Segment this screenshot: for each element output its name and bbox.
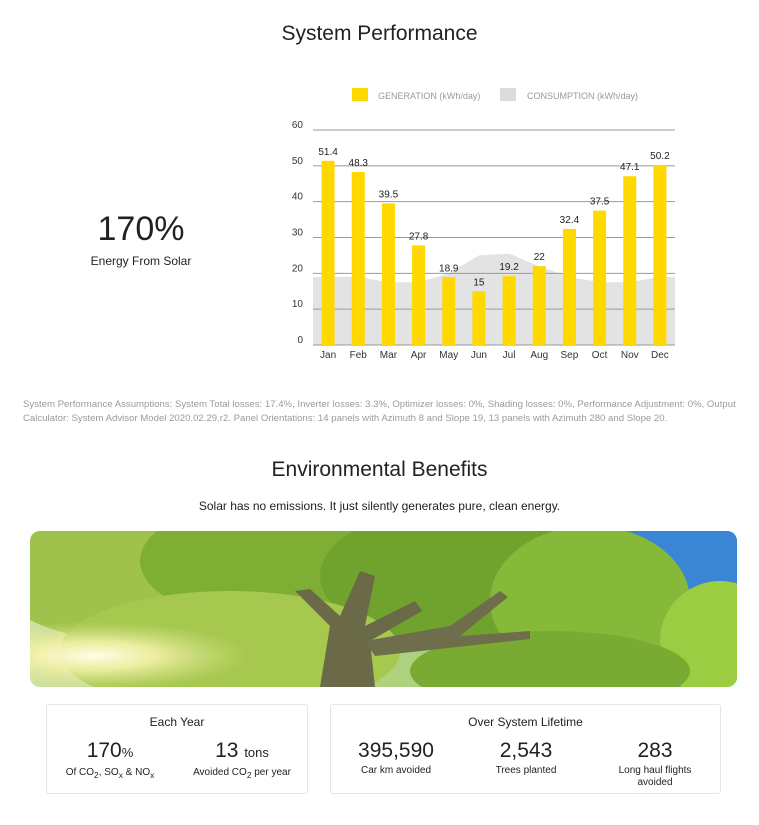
x-tick-label: May (439, 350, 459, 361)
each-year-card (46, 704, 308, 794)
legend-consumption-swatch (500, 88, 516, 101)
x-tick-label: Jun (470, 350, 487, 361)
legend-generation-swatch (352, 88, 368, 101)
generation-bar (503, 276, 516, 345)
trees-stat (471, 739, 581, 777)
x-tick-label: Dec (651, 350, 669, 361)
co2-avoided-value: 13 (215, 739, 239, 762)
bar-value-label: 18.9 (439, 263, 459, 275)
emissions-offset-value: 170 (86, 739, 122, 762)
x-tick-label: Apr (410, 350, 427, 361)
performance-assumptions: System Performance Assumptions: System Total losses: 17.4%, Inverter losses: 3.3%, Optimizer losses: 0%, Shading losses: 0%, Performance Adjustment: 0%, Output Calculator: System Advisor Model 2020.02.29.r2. Panel Orientations: 14 panels with Azimuth 8 and Slope 19, 13 panels with Azimuth 280 and Slope 20. (23, 399, 736, 424)
y-tick-label: 10 (291, 299, 303, 311)
bar-value-label: 37.5 (589, 196, 610, 208)
car-km-value: 395,590 (358, 739, 434, 762)
performance-chart (0, 0, 759, 380)
trees-label: Trees planted (495, 765, 557, 776)
x-tick-label: Nov (620, 350, 639, 361)
emissions-offset-stat (55, 739, 165, 781)
y-tick-label: 60 (291, 120, 303, 131)
bar-value-label: 50.2 (650, 151, 670, 163)
co2-avoided-stat (181, 739, 303, 781)
bar-value-label: 48.3 (348, 157, 368, 169)
generation-bar (352, 172, 365, 345)
car-km-label: Car km avoided (360, 765, 432, 776)
generation-bar (472, 291, 485, 345)
solar-percent: 170% (97, 210, 185, 248)
legend-consumption-label: CONSUMPTION (kWh/day) (527, 91, 639, 101)
tree-canopy-image (30, 531, 737, 687)
x-tick-label: Feb (349, 350, 367, 361)
emissions-offset-label: Of $CO_2$, $SO_x$ & $NO_x$ (65, 767, 155, 780)
bar-value-label: 15 (473, 277, 485, 289)
co2-avoided-unit: tons (244, 745, 269, 760)
emissions-offset-unit: % (121, 745, 134, 760)
flights-stat (600, 739, 710, 789)
bar-value-label: 32.4 (559, 214, 580, 226)
generation-bar (533, 266, 546, 345)
lifetime-card (330, 704, 721, 794)
y-tick-label: 0 (297, 335, 303, 346)
environment-title: Environmental Benefits (271, 458, 488, 481)
performance-title: System Performance (281, 22, 478, 45)
x-tick-label: Mar (379, 350, 398, 361)
bar-value-label: 39.5 (378, 189, 399, 201)
lifetime-title: Over System Lifetime (468, 715, 583, 729)
generation-bar (563, 229, 576, 345)
bar-value-label: 19.2 (499, 262, 519, 274)
x-tick-label: Aug (530, 350, 549, 361)
x-tick-label: Sep (560, 350, 579, 361)
co2-avoided-label: Avoided $CO_2$ per year (193, 767, 291, 780)
trees-value: 2,543 (499, 739, 553, 762)
y-tick-label: 40 (291, 191, 303, 203)
bar-value-label: 27.8 (408, 231, 429, 243)
generation-bar (322, 161, 335, 345)
generation-bar (653, 165, 666, 345)
each-year-title: Each Year (149, 715, 205, 729)
flights-value: 283 (637, 739, 673, 762)
generation-bar (412, 245, 425, 345)
x-tick-label: Jan (320, 350, 337, 361)
y-tick-label: 50 (291, 155, 303, 167)
car-km-stat (341, 739, 451, 777)
consumption-area (313, 254, 675, 345)
y-tick-label: 30 (291, 227, 303, 239)
bar-value-label: 51.4 (318, 146, 338, 158)
legend-generation-label: GENERATION (kWh/day) (378, 91, 481, 101)
bar-value-label: 22 (533, 252, 545, 264)
solar-percent-label: Energy From Solar (90, 254, 192, 268)
x-tick-label: Oct (591, 350, 608, 361)
generation-bar (382, 203, 395, 345)
generation-bar (442, 277, 455, 345)
x-tick-label: Jul (502, 350, 516, 361)
generation-bar (623, 176, 636, 345)
environment-subtitle: Solar has no emissions. It just silently generates pure, clean energy. (198, 499, 561, 513)
bar-value-label: 47.1 (620, 162, 640, 174)
flights-label: Long haul flights avoided (618, 765, 692, 788)
generation-bar (593, 211, 606, 345)
y-tick-label: 20 (291, 263, 303, 275)
